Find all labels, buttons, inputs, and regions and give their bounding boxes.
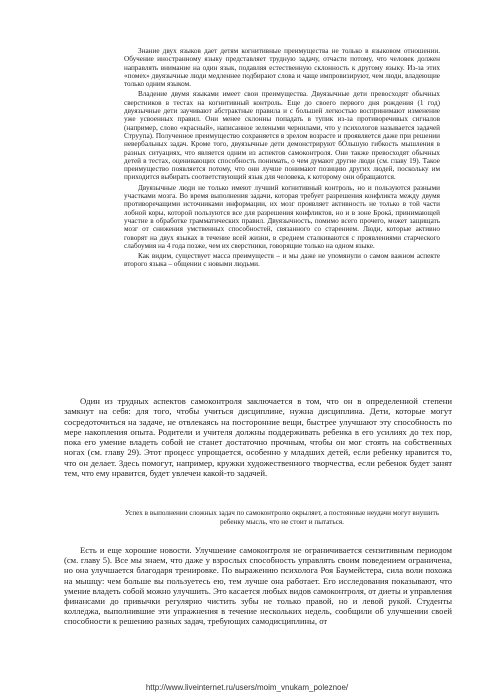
sidebar-bilingualism-text: [124, 47, 440, 271]
main-text-self-control: [64, 396, 452, 478]
paragraph: Как видим, существует масса преимуществ – и мы даже не упомянули о самом важном аспекте второго языка – общении с новыми людьми.: [124, 252, 440, 269]
footer-url: http://www.liveinternet.ru/users/moim_vnukam_poleznoe/: [145, 683, 349, 692]
quote-text: Успех в выполнении сложных задач по самоконтролю окрыляет, а постоянные неудачи могут внушить ребенку мысль, что не стоит и пытаться.: [124, 509, 440, 526]
paragraph: Владение двумя языками имеет свои преимущества. Двуязычные дети превосходят обычных сверстников в тестах на когнитивный контроль. Еще до своего первого дня рождения (1 год) двуязычные дети заучивают абстрактные правила и с большей легкостью воспринимают изменение уже усвоенных правил. Они менее склонны попадать в тупик из-за противоречивых сигналов (например, слово «красный», написанное зелеными чернилами, что у психологов называется задачей Струупа). Полученное преимущество сохраняется в зрелом возрасте и проявляется даже при решении невербальных задач. Кроме того, двуязычные дети демонстрируют бÓльшую гибкость мышления в разных ситуациях, что является одним из аспектов самоконтроля. Они также превосходят обычных детей в тестах, оценивающих способность понимать, о чем думают другие люди (см. главу 19). Такое преимущество появляется потому, что они лучше понимают позицию других людей, поскольку им приходится выбирать соответствующий язык для человека, к которому они обращаются.: [124, 90, 440, 182]
paragraph: Знание двух языков дает детям когнитивные преимущества не только в языковом отношении. Обучение иностранному языку представляет трудную задачу, отчасти потому, что человек должен направлять внимание на один язык, подавляя естественную склонность к другому языку. Из-за этих «помех» двуязычные люди медленнее подбирают слова и чаще импровизируют, чем люди, владеющие только одним языком.: [124, 47, 440, 89]
paragraph: Один из трудных аспектов самоконтроля заключается в том, что он в определенной степени замкнут на себя: для того, чтобы учиться дисциплине, нужна дисциплина. Дети, которые могут сосредоточиться на задаче, не отвлекаясь на посторонние вещи, быстрее улучшают эту способность по мере накопления опыта. Родители и учителя должны поддерживать ребенка в его усилиях до тех пор, пока его умение владеть собой не станет достаточно прочным, чтобы он мог стоять на собственных ногах (см. главу 29). Этот процесс упрощается, особенно у младших детей, если ребенку нравится то, что он делает. Здесь помогут, например, кружки художественного творчества, если ребенок будет занят тем, что ему нравится, будет увлечен какой-то задачей.: [64, 396, 452, 479]
paragraph: Есть и еще хорошие новости. Улучшение самоконтроля не ограничивается сензитивным периодом (см. главу 5). Все мы знаем, что даже у взрослых способность управлять своим поведением ограничена, но она улучшается благодаря тренировке. По выражению психолога Роя Баумейстера, сила воли похожа на мышцу: чем больше вы пользуетесь ею, тем лучше она работает. Его исследования показывают, что умение владеть собой можно улучшить. Это касается любых видов самоконтроля, от диеты и управления финансами до привычки регулярно чистить зубы не только правой, но и левой рукой. Студенты колледжа, выполнившие эти упражнения в течение нескольких недель, сообщили об улучшении своей способности к решению разных задач, требующих самодисциплины, от: [64, 545, 452, 627]
main-text-good-news: [64, 545, 452, 627]
paragraph: Двуязычные люди не только имеют лучший когнитивный контроль, но и пользуются разными участками мозга. Во время выполнения задачи, которая требует разрешения конфликта между двумя противоречащими источниками информации, их мозг проявляет активность не только в той части лобной коры, которой пользуются все для разрешения конфликтов, но и в зоне Брокá, принимающей участие в обработке грамматических правил. Двуязычность, помимо всего прочего, может защищать мозг от снижения умственных способностей, связанного со старением. Люди, которые активно говорят на двух языках в течение всей жизни, в среднем сталкиваются с проявлениями старческого слабоумия на 4 года позже, чем их сверстники, говорящие только на одном языке.: [124, 183, 440, 250]
pull-quote: [124, 509, 440, 526]
